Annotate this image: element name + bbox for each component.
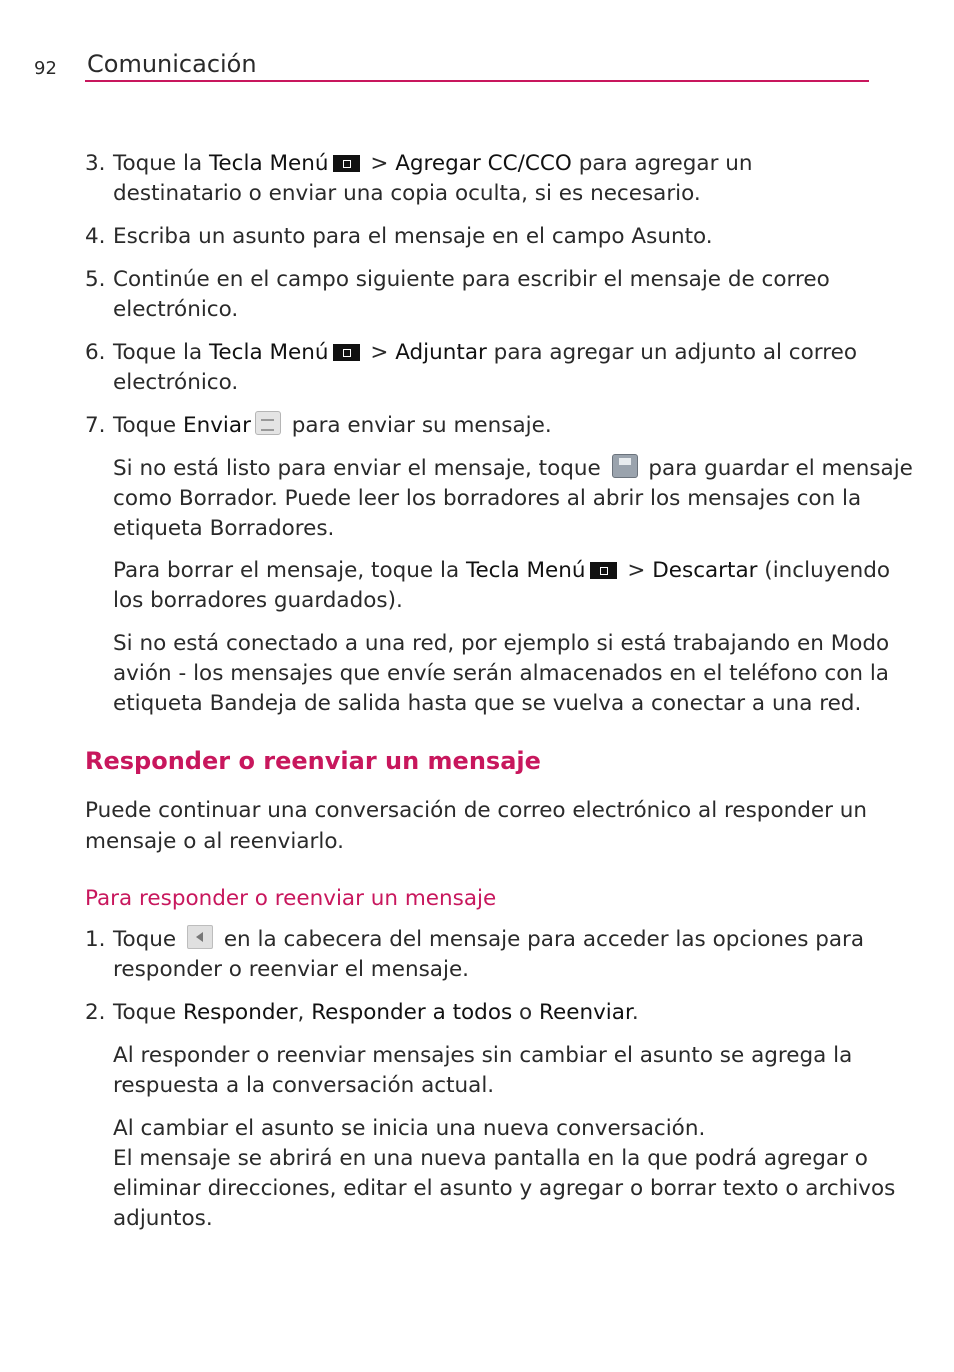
menu-key-icon: [590, 562, 617, 579]
section-intro: Puede continuar una conversación de correo electrónico al responder un mensaje o al reenviarlo.: [85, 798, 868, 854]
step-6: Toque la Tecla Menú > Adjuntar para agregar un adjunto al correo electrónico.: [113, 340, 857, 395]
step-4: Escriba un asunto para el mensaje en el campo Asunto.: [113, 224, 713, 249]
send-icon: [255, 411, 281, 435]
page-number: 92: [34, 58, 57, 79]
step-number: 1.: [85, 927, 106, 952]
reply-step-2: Toque Responder, Responder a todos o Reenviar.: [113, 1000, 639, 1025]
options-arrow-icon: [187, 925, 213, 949]
save-draft-icon: [612, 454, 638, 478]
section-title: Comunicación: [87, 50, 257, 78]
step-3: Toque la Tecla Menú > Agregar CC/CCO para agregar un destinatario o enviar una copia oculta, si es necesario.: [113, 151, 753, 206]
note-save-draft: Si no está listo para enviar el mensaje, toque para guardar el mensaje como Borrador. Puede leer los borradores al abrir los mensajes con la etiqueta Borradores.: [113, 456, 913, 541]
step-number: 6.: [85, 340, 106, 365]
page-header: [0, 0, 954, 90]
step-7: Toque Enviar para enviar su mensaje.: [113, 413, 552, 438]
subsection-heading: Para responder o reenviar un mensaje: [85, 886, 497, 911]
step-number: 7.: [85, 413, 106, 438]
section-heading: Responder o reenviar un mensaje: [85, 747, 541, 775]
step-number: 4.: [85, 224, 106, 249]
note-reply-thread: Al responder o reenviar mensajes sin cambiar el asunto se agrega la respuesta a la conversación actual.: [113, 1043, 853, 1098]
header-divider: [85, 80, 869, 82]
step-number: 3.: [85, 151, 106, 176]
note-discard: Para borrar el mensaje, toque la Tecla Menú > Descartar (incluyendo los borradores guardados).: [113, 558, 891, 613]
step-5: Continúe en el campo siguiente para escribir el mensaje de correo electrónico.: [113, 267, 830, 322]
reply-step-1: Toque en la cabecera del mensaje para acceder las opciones para responder o reenviar el mensaje.: [113, 927, 865, 982]
note-new-conversation: Al cambiar el asunto se inicia una nueva conversación. El mensaje se abrirá en una nueva pantalla en la que podrá agregar o eliminar direcciones, editar el asunto y agregar o borrar texto o archivos adjuntos.: [113, 1116, 896, 1231]
step-number: 5.: [85, 267, 106, 292]
step-number: 2.: [85, 1000, 106, 1025]
menu-key-icon: [333, 155, 360, 172]
menu-key-icon: [333, 344, 360, 361]
note-offline: Si no está conectado a una red, por ejemplo si está trabajando en Modo avión - los mensajes que envíe serán almacenados en el teléfono con la etiqueta Bandeja de salida hasta que se vuelva a conectar a una red.: [113, 631, 890, 716]
